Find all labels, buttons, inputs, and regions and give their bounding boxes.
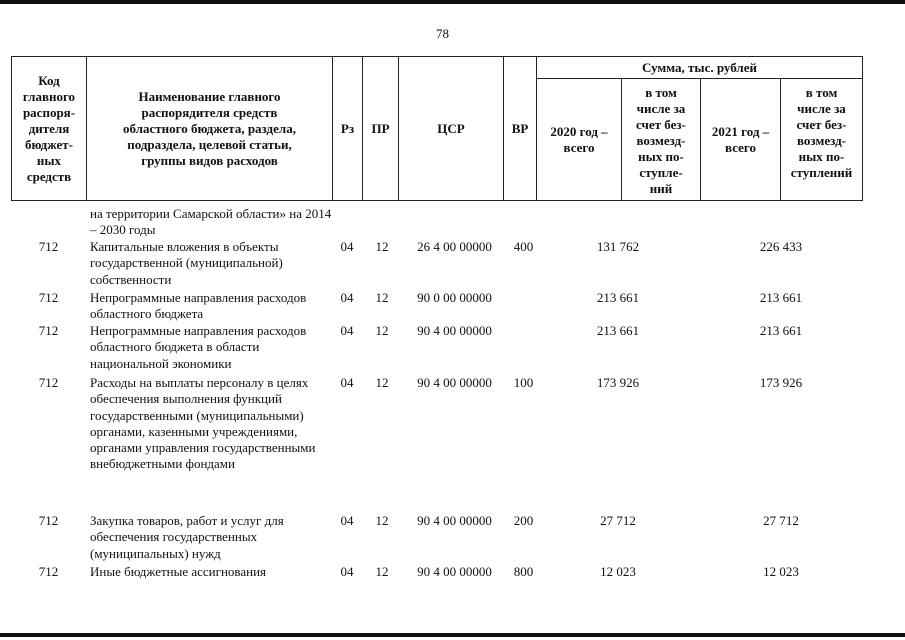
cell-pr: 12: [375, 239, 389, 254]
cell-name: на территории Самарской области» на 2014 – 2030 годы: [90, 206, 332, 238]
cell-sum-2020: 173 926: [596, 375, 640, 390]
cell-csr: 90 4 00 00000: [417, 513, 492, 528]
col-header-name: Наименование главного распорядителя средств областного бюджета, раздела, подраздела, целевой статьи, группы видов расходов: [87, 57, 333, 201]
cell-sum-2020: 27 712: [600, 513, 636, 528]
cell-rz: 04: [340, 239, 354, 254]
page-number: 78: [436, 26, 449, 41]
col-header-pr: ПР: [363, 57, 399, 201]
cell-code: 712: [38, 239, 59, 254]
cell-name: Непрограммные направления расходов областного бюджета: [90, 290, 307, 322]
cell-rz: 04: [340, 564, 354, 579]
cell-vr: 100: [513, 375, 534, 390]
cell-pr: 12: [375, 323, 389, 338]
bottom-rule: [0, 633, 905, 637]
col-header-2021-total: 2021 год – всего: [701, 79, 781, 201]
cell-sum-2021: 173 926: [759, 375, 803, 390]
col-header-vr: ВР: [504, 57, 537, 201]
cell-pr: 12: [375, 513, 389, 528]
cell-pr: 12: [375, 375, 389, 390]
cell-sum-2021: 213 661: [759, 290, 803, 305]
cell-name: Иные бюджетные ассигнования: [90, 564, 267, 579]
cell-rz: 04: [340, 513, 354, 528]
cell-vr: 400: [513, 239, 534, 254]
cell-sum-2020: 131 762: [596, 239, 640, 254]
cell-name: Капитальные вложения в объекты государственной (муниципальной) собственности: [90, 239, 283, 287]
cell-csr: 90 0 00 00000: [417, 290, 492, 305]
top-rule: [0, 0, 905, 4]
cell-csr: 26 4 00 00000: [417, 239, 492, 254]
cell-code: 712: [38, 290, 59, 305]
col-header-2020-free: в том числе за счет без- возмезд- ных по- ступле- ний: [622, 79, 701, 201]
col-header-sum: Сумма, тыс. рублей: [537, 57, 863, 79]
cell-name: Непрограммные направления расходов областного бюджета в области национальной экономики: [90, 323, 307, 371]
cell-name: Закупка товаров, работ и услуг для обеспечения государственных (муниципальных) нужд: [90, 513, 284, 561]
cell-sum-2021: 213 661: [759, 323, 803, 338]
cell-csr: 90 4 00 00000: [417, 375, 492, 390]
cell-rz: 04: [340, 290, 354, 305]
cell-sum-2021: 12 023: [763, 564, 799, 579]
cell-sum-2021: 27 712: [763, 513, 799, 528]
table-header: [11, 56, 863, 201]
col-header-csr: ЦСР: [399, 57, 504, 201]
cell-pr: 12: [375, 290, 389, 305]
cell-sum-2021: 226 433: [759, 239, 803, 254]
cell-code: 712: [38, 323, 59, 338]
cell-csr: 90 4 00 00000: [417, 323, 492, 338]
cell-csr: 90 4 00 00000: [417, 564, 492, 579]
col-header-2021-free: в том числе за счет без- возмезд- ных по- ступлений: [781, 79, 863, 201]
cell-pr: 12: [375, 564, 389, 579]
col-header-rz: Рз: [333, 57, 363, 201]
cell-sum-2020: 12 023: [600, 564, 636, 579]
cell-code: 712: [38, 375, 59, 390]
col-header-2020-total: 2020 год – всего: [537, 79, 622, 201]
cell-sum-2020: 213 661: [596, 323, 640, 338]
cell-name: Расходы на выплаты персоналу в целях обеспечения выполнения функций государственными (муниципальными) органами, казенными учреждениями, органами управления государственными внебюджетными фондами: [90, 375, 316, 472]
cell-code: 712: [38, 513, 59, 528]
cell-rz: 04: [340, 323, 354, 338]
cell-code: 712: [38, 564, 59, 579]
col-header-code: Код главного распоря- дителя бюджет- ных средств: [12, 57, 87, 201]
cell-vr: 800: [513, 564, 534, 579]
cell-vr: 200: [513, 513, 534, 528]
cell-sum-2020: 213 661: [596, 290, 640, 305]
cell-rz: 04: [340, 375, 354, 390]
